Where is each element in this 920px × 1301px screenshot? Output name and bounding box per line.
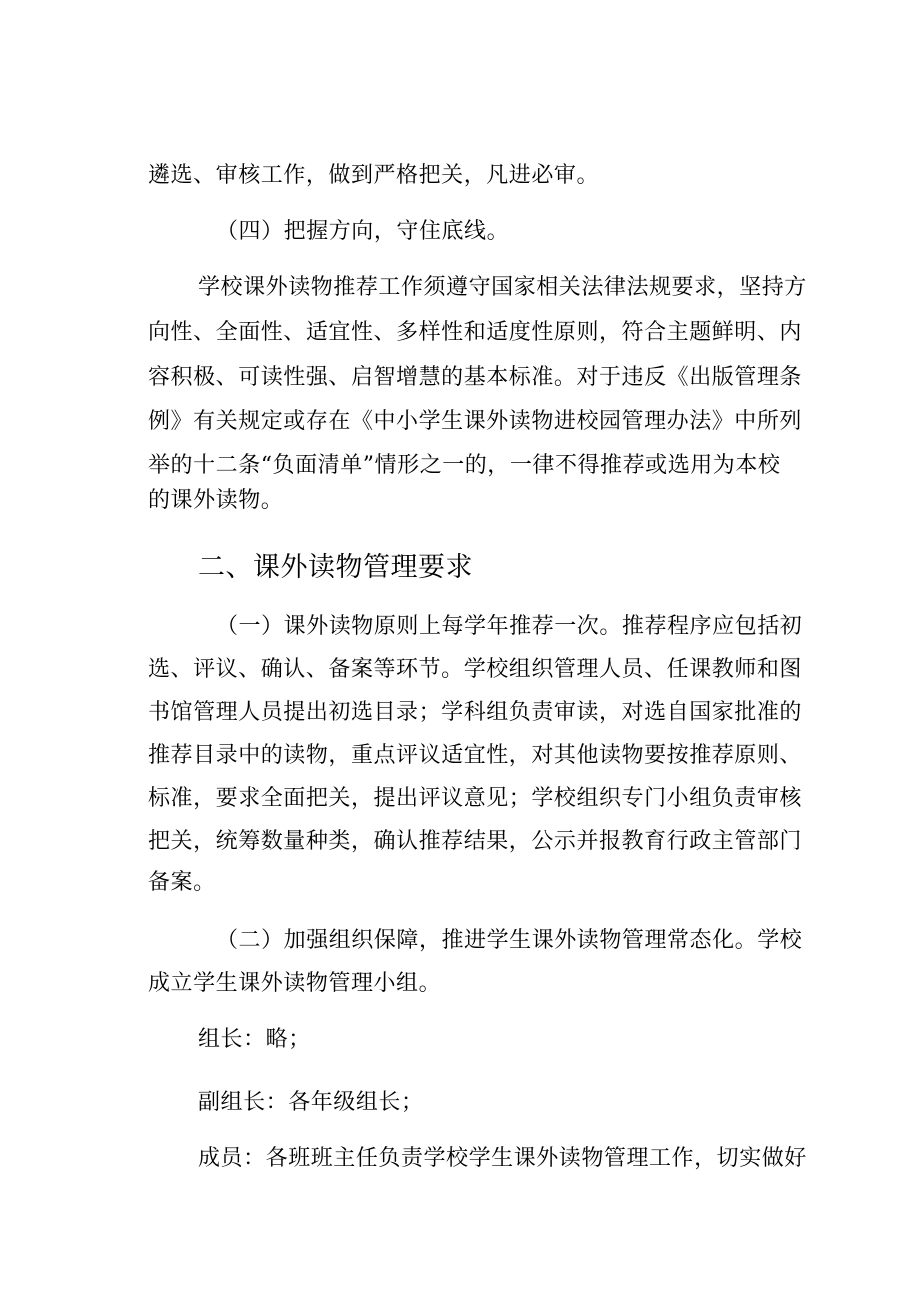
deputy-leader-line: 副组长：各年级组长； bbox=[198, 1090, 424, 1115]
paragraph-line: 标准，要求全面把关，提出评议意见；学校组织专门小组负责审核 bbox=[148, 786, 802, 811]
paragraph-line: 容积极、可读性强、启智增慧的基本标准。对于违反《出版管理条 bbox=[148, 365, 802, 390]
paragraph-line: 选、评议、确认、备案等环节。学校组织管理人员、任课教师和图 bbox=[148, 657, 802, 682]
subsection-title-4: （四）把握方向，守住底线。 bbox=[216, 219, 510, 244]
paragraph-line: 成立学生课外读物管理小组。 bbox=[148, 971, 442, 996]
paragraph-line: 遴选、审核工作，做到严格把关，凡进必审。 bbox=[148, 163, 600, 188]
paragraph-line: （一）课外读物原则上每学年推荐一次。推荐程序应包括初 bbox=[216, 614, 803, 639]
group-leader-line: 组长：略； bbox=[198, 1027, 311, 1052]
section-heading: 二、课外读物管理要求 bbox=[198, 552, 473, 583]
members-line: 成员：各班班主任负责学校学生课外读物管理工作，切实做好 bbox=[198, 1146, 807, 1171]
paragraph-line: 推荐目录中的读物，重点评议适宜性，对其他读物要按推荐原则、 bbox=[148, 743, 802, 768]
paragraph-line: 备案。 bbox=[148, 870, 216, 895]
paragraph-line: 举的十二条“负面清单”情形之一的，一律不得推荐或选用为本校 bbox=[148, 453, 781, 478]
paragraph-line: 学校课外读物推荐工作须遵守国家相关法律法规要求，坚持方 bbox=[198, 275, 807, 300]
paragraph-line: 的课外读物。 bbox=[148, 488, 284, 513]
paragraph-line: （二）加强组织保障，推进学生课外读物管理常态化。学校 bbox=[216, 928, 803, 953]
paragraph-line: 向性、全面性、适宜性、多样性和适度性原则，符合主题鲜明、内 bbox=[148, 320, 802, 345]
paragraph-line: 把关，统筹数量种类，确认推荐结果，公示并报教育行政主管部门 bbox=[148, 829, 802, 854]
paragraph-line: 书馆管理人员提出初选目录；学科组负责审读，对选自国家批准的 bbox=[148, 700, 802, 725]
paragraph-line: 例》有关规定或存在《中小学生课外读物进校园管理办法》中所列 bbox=[148, 409, 802, 434]
